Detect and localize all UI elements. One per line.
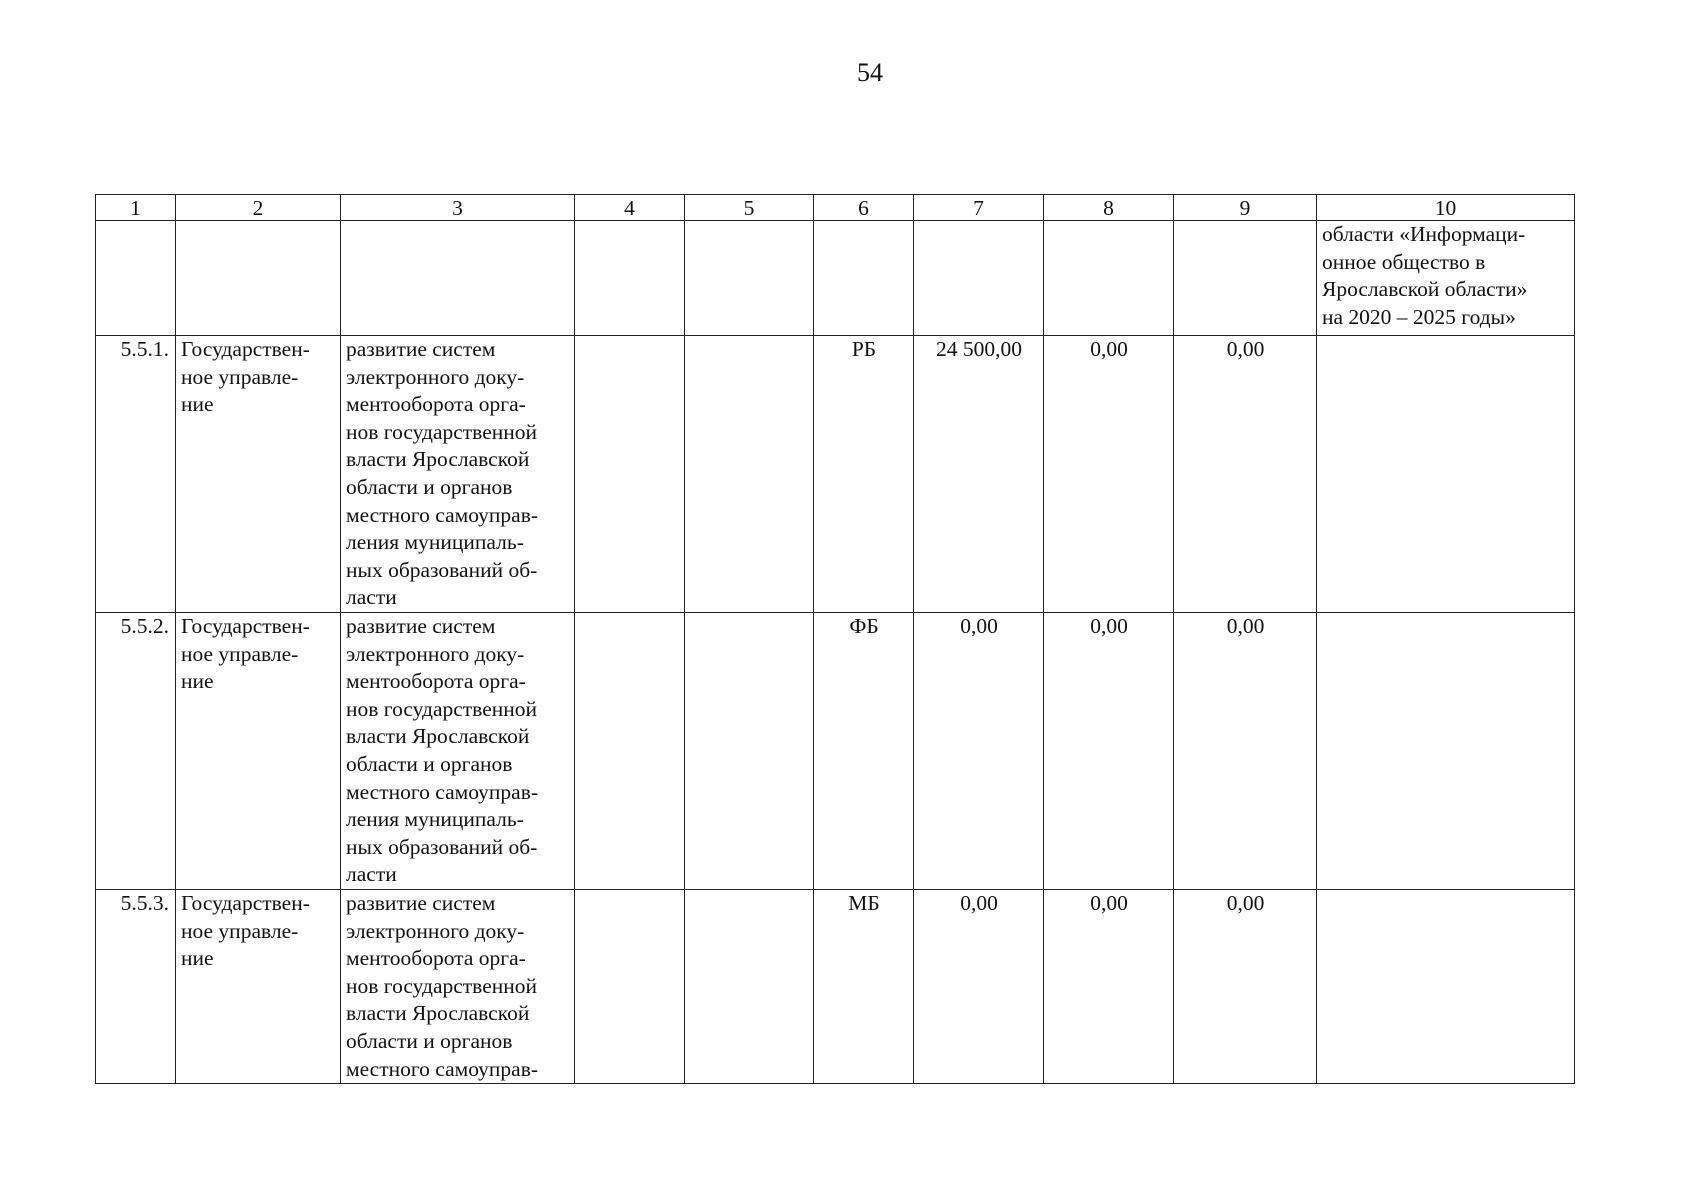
empty-cell bbox=[814, 221, 914, 336]
page-number: 54 bbox=[857, 58, 883, 87]
empty-cell bbox=[1044, 221, 1174, 336]
col8-amount-cell: 0,00 bbox=[1044, 890, 1174, 1084]
col4-cell bbox=[575, 613, 685, 890]
budget-table bbox=[95, 194, 1575, 1084]
col5-cell bbox=[685, 336, 814, 613]
col7-amount-cell: 0,00 bbox=[914, 890, 1044, 1084]
empty-cell bbox=[96, 221, 176, 336]
header-cell: 4 bbox=[575, 195, 685, 221]
row-number: 5.5.1. bbox=[96, 336, 176, 613]
header-row bbox=[96, 195, 1575, 221]
col10-cell bbox=[1317, 890, 1575, 1084]
empty-cell bbox=[341, 221, 575, 336]
col5-cell bbox=[685, 613, 814, 890]
header-cell: 2 bbox=[176, 195, 341, 221]
header-cell: 7 bbox=[914, 195, 1044, 221]
program-name-continuation: области «Информаци- онное общество в Ярославской области» на 2020 – 2025 годы» bbox=[1317, 221, 1575, 336]
row-number: 5.5.2. bbox=[96, 613, 176, 890]
area-cell: Государствен- ное управле- ние bbox=[176, 890, 341, 1084]
col7-amount-cell: 24 500,00 bbox=[914, 336, 1044, 613]
header-cell: 6 bbox=[814, 195, 914, 221]
col4-cell bbox=[575, 336, 685, 613]
funding-source-cell: РБ bbox=[814, 336, 914, 613]
header-cell: 5 bbox=[685, 195, 814, 221]
header-cell: 8 bbox=[1044, 195, 1174, 221]
col7-amount-cell: 0,00 bbox=[914, 613, 1044, 890]
table-row bbox=[96, 613, 1575, 890]
area-cell: Государствен- ное управле- ние bbox=[176, 336, 341, 613]
col4-cell bbox=[575, 890, 685, 1084]
col5-cell bbox=[685, 890, 814, 1084]
table-row bbox=[96, 890, 1575, 1084]
col8-amount-cell: 0,00 bbox=[1044, 613, 1174, 890]
table-row bbox=[96, 336, 1575, 613]
description-cell: развитие систем электронного доку- ментооборота орга- нов государственной власти Ярославской области и органов местного самоуправ- ления муниципаль- ных образований об- ласти bbox=[341, 613, 575, 890]
header-cell: 9 bbox=[1174, 195, 1317, 221]
area-cell: Государствен- ное управле- ние bbox=[176, 613, 341, 890]
row-number: 5.5.3. bbox=[96, 890, 176, 1084]
funding-source-cell: ФБ bbox=[814, 613, 914, 890]
header-cell: 10 bbox=[1317, 195, 1575, 221]
empty-cell bbox=[1174, 221, 1317, 336]
col8-amount-cell: 0,00 bbox=[1044, 336, 1174, 613]
empty-cell bbox=[685, 221, 814, 336]
empty-cell bbox=[914, 221, 1044, 336]
funding-source-cell: МБ bbox=[814, 890, 914, 1084]
description-cell: развитие систем электронного доку- ментооборота орга- нов государственной власти Ярославской области и органов местного самоуправ- ления муниципаль- ных образований об- ласти bbox=[341, 336, 575, 613]
header-cell: 1 bbox=[96, 195, 176, 221]
continuation-row bbox=[96, 221, 1575, 336]
empty-cell bbox=[176, 221, 341, 336]
col9-amount-cell: 0,00 bbox=[1174, 336, 1317, 613]
description-cell: развитие систем электронного доку- ментооборота орга- нов государственной власти Ярославской области и органов местного самоуправ- bbox=[341, 890, 575, 1084]
col9-amount-cell: 0,00 bbox=[1174, 890, 1317, 1084]
col9-amount-cell: 0,00 bbox=[1174, 613, 1317, 890]
header-cell: 3 bbox=[341, 195, 575, 221]
empty-cell bbox=[575, 221, 685, 336]
col10-cell bbox=[1317, 613, 1575, 890]
col10-cell bbox=[1317, 336, 1575, 613]
